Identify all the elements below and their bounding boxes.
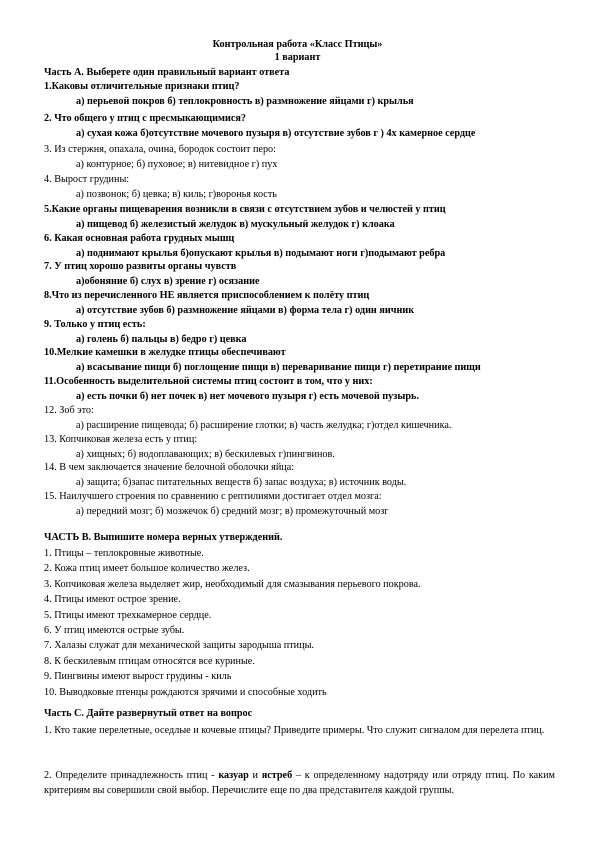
question-14: 14. В чем заключается значение белочной оболочки яйца: bbox=[44, 462, 295, 473]
answer-options-7: а)обоняние б) слух в) зрение г) осязание bbox=[76, 276, 260, 287]
part-c-question-2: 2. Определите принадлежность птиц - казуар и ястреб – к определенному надотряду или отряду птиц. По каким критериям вы совершили свой выбор. Перечислите еще по два представителя каждой группы. bbox=[44, 770, 555, 796]
answer-options-6: а) поднимают крылья б)опускают крылья в) подымают ноги г)подымают ребра bbox=[76, 248, 446, 259]
answer-options-9: а) голень б) пальцы в) бедро г) цевка bbox=[76, 334, 247, 345]
part-a-heading: Часть А. Выберете один правильный вариант ответа bbox=[44, 67, 290, 78]
statement-9: 9. Пингвины имеют вырост грудины - киль bbox=[44, 671, 232, 683]
question-15: 15. Наилучшего строения по сравнению с рептилиями достигает отдел мозга: bbox=[44, 491, 382, 502]
statement-5: 5. Птицы имеют трехкамерное сердце. bbox=[44, 609, 212, 621]
answer-options-10: а) всасывание пищи б) поглощение пищи в) переваривание пищи г) перетирание пищи bbox=[76, 362, 481, 373]
question-6: 6. Какая основная работа грудных мышц bbox=[44, 233, 235, 244]
statement-8: 8. К бескилевым птицам относятся все куриные. bbox=[44, 655, 255, 667]
answer-options-2: а) сухая кожа б)отсутствие мочевого пузыря в) отсутствие зубов г ) 4х камерное сердце bbox=[76, 128, 476, 139]
statement-10: 10. Выводковые птенцы рождаются зрячими и способные ходить bbox=[44, 686, 327, 698]
variant-label: 1 вариант bbox=[274, 52, 321, 63]
statement-6: 6. У птиц имеются острые зубы. bbox=[44, 625, 185, 636]
question-10: 10.Мелкие камешки в желудке птицы обеспечивают bbox=[44, 347, 286, 358]
answer-options-1: а) перьевой покров б) теплокровность в) размножение яйцами г) крылья bbox=[76, 96, 414, 107]
question-12: 12. Зоб это: bbox=[44, 405, 94, 416]
statement-4: 4. Птицы имеют острое зрение. bbox=[44, 594, 181, 606]
answer-options-12: а) расширение пищевода; б) расширение глотки; в) часть желудка; г)отдел кишечника. bbox=[76, 420, 452, 431]
statement-3: 3. Копчиковая железа выделяет жир, необходимый для смазывания перьевого покрова. bbox=[44, 578, 421, 590]
question-5: 5.Какие органы пищеварения возникли в связи с отсутствием зубов и челюстей у птиц bbox=[44, 204, 446, 215]
answer-options-4: а) позвонок; б) цевка; в) киль; г)воронья кость bbox=[76, 189, 277, 200]
question-1: 1.Каковы отличительные признаки птиц? bbox=[44, 81, 240, 92]
question-2: 2. Что общего у птиц с пресмыкающимися? bbox=[44, 113, 246, 124]
answer-options-3: а) контурное; б) пуховое; в) нитевидное г) пух bbox=[76, 159, 278, 170]
statement-1: 1. Птицы – теплокровные животные. bbox=[44, 548, 204, 559]
page-title: Контрольная работа «Класс Птицы» bbox=[212, 39, 383, 50]
question-9: 9. Только у птиц есть: bbox=[44, 319, 146, 330]
question-3: 3. Из стержня, опахала, очина, бородок состоит перо: bbox=[44, 144, 276, 155]
answer-options-8: а) отсутствие зубов б) размножение яйцами в) форма тела г) один яичник bbox=[76, 305, 415, 316]
answer-options-5: а) пищевод б) железистый желудок в) мускульный желудок г) клоака bbox=[76, 219, 395, 230]
part-c-heading: Часть С. Дайте развернутый ответ на вопрос bbox=[44, 708, 253, 719]
statement-2: 2. Кожа птиц имеет большое количество желез. bbox=[44, 563, 250, 575]
question-7: 7. У птиц хорошо развиты органы чувств bbox=[44, 261, 237, 272]
bird-name-cassowary: казуар bbox=[218, 770, 249, 781]
statement-7: 7. Халазы служат для механической защиты зародыша птицы. bbox=[44, 640, 314, 652]
question-11: 11.Особенность выделительной системы птиц состоит в том, что у них: bbox=[44, 376, 373, 387]
answer-options-13: а) хищных; б) водоплавающих; в) бескилевых г)пингвинов. bbox=[76, 449, 335, 460]
part-c-question-1: 1. Кто такие перелетные, оседлые и кочевые птицы? Приведите примеры. Что служит сигналом для перелета птиц. bbox=[44, 725, 545, 736]
answer-options-14: а) защита; б)запас питательных веществ б) запас воздуха; в) источник воды. bbox=[76, 477, 407, 488]
answer-options-11: а) есть почки б) нет почек в) нет мочевого пузыря г) есть мочевой пузырь. bbox=[76, 391, 419, 402]
bird-name-hawk: ястреб bbox=[261, 770, 293, 781]
question-13: 13. Копчиковая железа есть у птиц: bbox=[44, 434, 198, 445]
question-4: 4. Вырост грудины: bbox=[44, 174, 130, 185]
part-b-heading: ЧАСТЬ В. Выпишите номера верных утверждений. bbox=[44, 532, 283, 543]
question-8: 8.Что из перечисленного НЕ является приспособлением к полёту птиц bbox=[44, 290, 370, 301]
answer-options-15: а) передний мозг; б) мозжечок б) средний мозг; в) промежуточный мозг bbox=[76, 506, 389, 517]
